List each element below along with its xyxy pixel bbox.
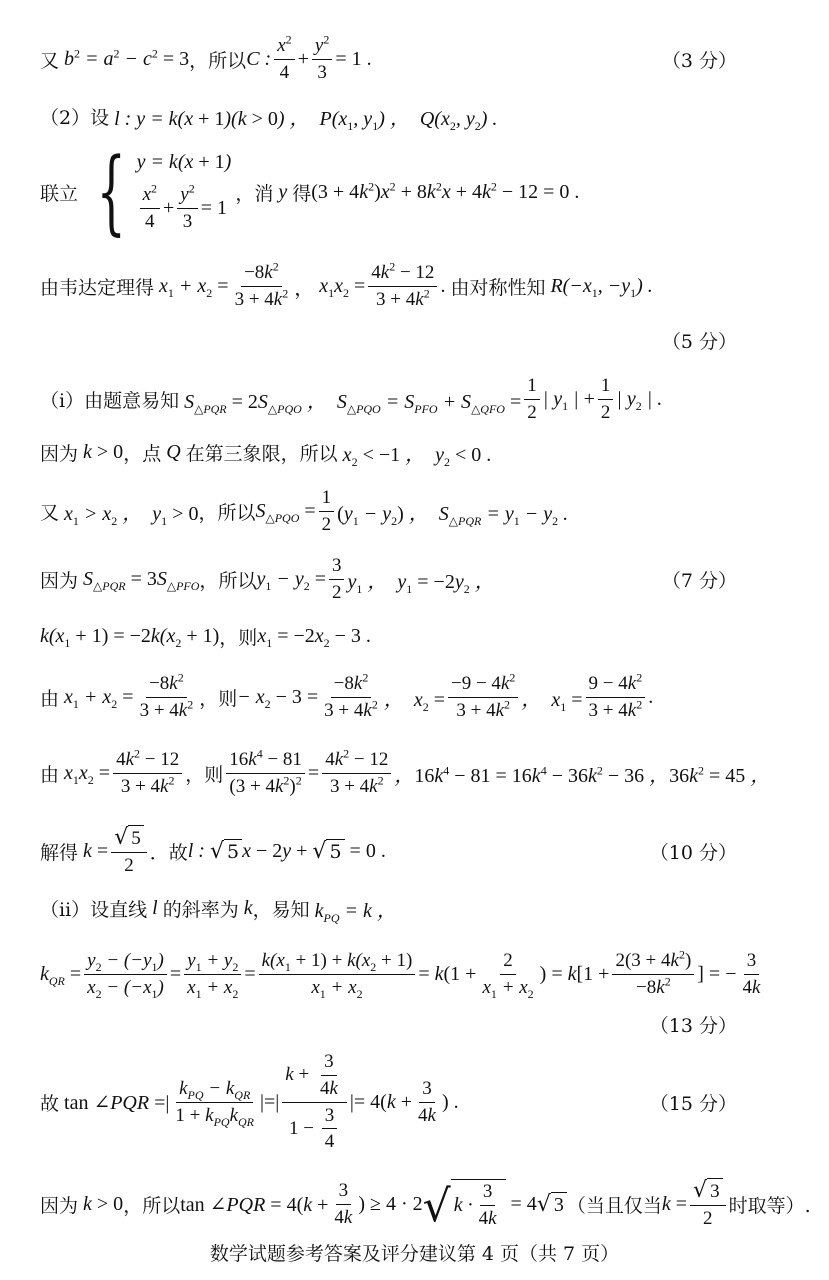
text-you2: 又: [40, 501, 60, 524]
text-vieta: 由韦达定理得: [40, 276, 155, 299]
frac-x2-4: $\frac{x^2}{4}$: [274, 35, 294, 84]
line-solve-k: 解得 k = √ 5 2 ．故 l : √ 5 x − 2y + √ 5 = 0 . （10 分）: [40, 824, 737, 877]
text-you4: 由: [40, 763, 60, 786]
score-10: （10 分）: [649, 841, 737, 864]
text-dangqie: （当且仅当: [566, 1194, 662, 1217]
line-vieta: 由韦达定理得 $x_1 + x_2$ = $\frac{-8k^2}{3 + 4k^2}$ ， $x_1x_2$ = $\frac{4k^2 - 12}{3 + 4k^2}$ . 由对称性知 $R(-x_1$, $-y_1$) .: [40, 259, 653, 310]
line-solve-x: 由 $x_1 + x_2$ = $\frac{-8k^2}{3 + 4k^2}$ ，则 − $x_2 - 3$ = $\frac{-8k^2}{3 + 4k^2}$ ， $x_2$ = $\frac{-9 - 4k^2}{3 + 4k^2}$ ， $x_1$ = $\frac{9 - 4k^2}{3 + 4k^2}$ .: [40, 670, 654, 721]
text-slope: 的斜率为: [162, 898, 239, 921]
frac-y2-3: $\frac{y^2}{3}$: [312, 35, 332, 84]
system-brace: { y = k(x + 1) $\frac{x^2}{4}$ + $\frac{y^2}{3}$ = 1: [96, 138, 232, 245]
text-you3: 由: [40, 687, 60, 710]
line-inequality: 因为 k > 0 ，所以 tan ∠PQR = 4(k + $\frac{3}{4k}$ ) ≥ 4 · 2 √ k · $\frac{3}{4k}$ = 4 √ 3 （当且仅当 k = √ 3 2 时取等）.: [40, 1177, 811, 1233]
line-tan-pqr: 故 tan ∠PQR =| $\frac{k_{PQ} - k_{QR}}{1 + k_{PQ}k_{QR}}$ |=| k + $\frac{3}{4k}$ 1 − $\frac{3}{4}$ |= 4(k + $\frac{3}{4k}$ ) . （15 分）: [40, 1050, 737, 1153]
score-7: （7 分）: [661, 569, 737, 592]
text-part-ii: （ⅱ）设直线: [40, 898, 148, 921]
text-dian: ，点: [123, 442, 162, 465]
line-part-i: （ⅰ）由题意易知 $S_{\triangle PQR} = 2S_{\triangle PQO}$ ， $S_{\triangle PQO} = S_{PFO} + S_{\triangle QFO}$ = $\frac{1}{2}$ | $y_1$ | + $\frac{1}{2}$ | $y_2$ | .: [40, 374, 663, 423]
line-set-line-l: [40, 101, 789, 131]
text-part2-set: （2）设: [40, 106, 110, 129]
line-k-qr: $k_{QR}$ = $\frac{y_2 - (-y_1)}{x_2 - (-x_1)}$ = $\frac{y_1 + y_2}{x_1 + x_2}$ = $\frac{k(x_1 + 1) + k(x_2 + 1)}{x_1 + x_2}$ = k(1 + $\frac{2}{x_1 + x_2}$ ) = k[1 + $\frac{2(3 + 4k^2)}{-8k^2}$ ] = − $\frac{3}{4k}$: [40, 947, 761, 1001]
score-5: （5 分）: [661, 330, 737, 353]
text-suoyi3: ，所以: [199, 569, 257, 592]
text-jiede: 解得: [40, 841, 79, 864]
math-b-squared: $b^2 = a^2 - c^2 = 3$: [59, 45, 190, 70]
text-suoyi2: ，所以: [198, 501, 256, 524]
text-ze2: ，则: [199, 687, 238, 710]
text-symmetry: 由对称性知: [450, 276, 546, 299]
text-de: 得: [292, 182, 312, 205]
text-xiao: ，消: [235, 182, 274, 205]
line-product: 由 $x_1x_2$ = $\frac{4k^2 - 12}{3 + 4k^2}$ ，则 $\frac{16k^4 - 81}{(3 + 4k^2)^2}$ = $\frac{4k^2 - 12}{3 + 4k^2}$ ，$16k^4 - 81 = 16k^4 - 36k^2 - 36$ ，$36k^2 = 45$ ，: [40, 746, 771, 797]
text-yizhi: ，易知: [252, 898, 310, 921]
line-system: 联立 { y = k(x + 1) $\frac{x^2}{4}$ + $\frac{y^2}{3}$ = 1 ，消 y 得 $(3 + 4k^2)x^2 + 8k^2x + 4k^2 - 12 = 0$ .: [40, 138, 580, 245]
text-you: 又: [40, 49, 60, 72]
line-part-ii: （ⅱ）设直线 l 的斜率为 k ，易知 $k_{PQ} = k$ ，: [40, 896, 397, 925]
line-area-ratio: 因为 $S_{\triangle PQR} = 3S_{\triangle PFO}$ ，所以 $y_1 - y_2$ = $\frac{3}{2}$ $y_1$ ， $y_1 = -2y_2$ ， （7 分）: [40, 554, 737, 603]
text-part-i: （ⅰ）由题意易知: [40, 389, 180, 412]
math-ellipse-c: C :: [246, 47, 272, 70]
score-13: （13 分）: [649, 1014, 737, 1037]
line-k-relation: $k(x_1 + 1) = -2k(x_2 + 1)$ ，则 $x_1 = -2x_2 - 3$ .: [40, 624, 371, 650]
line-area-pqo: 又 $x_1 > x_2$ ， $y_1 > 0$ ，所以 $S_{\triangle PQO}$ = $\frac{1}{2}$ $(y_1 - y_2)$ ， $S_{\triangle PQR} = y_1 - y_2$ .: [40, 486, 569, 535]
text-gu2: 故: [40, 1092, 60, 1115]
text-equality: 时取等）.: [728, 1194, 811, 1217]
text-yinwei2: 因为: [40, 569, 79, 592]
page-footer: 数学试题参考答案及评分建议第 4 页（共 7 页）: [209, 1243, 620, 1265]
text-suoyi: ，所以: [189, 49, 247, 72]
text-third-quadrant: 在第三象限，所以: [185, 442, 338, 465]
line-third-quadrant: 因为 k > 0 ，点 Q 在第三象限，所以 $x_2 < -1$ ， $y_2 < 0$ .: [40, 440, 492, 469]
score-3: （3 分）: [661, 49, 737, 72]
text-ze: ，则: [219, 626, 258, 649]
text-gu: ．故: [149, 841, 188, 864]
text-yinwei: 因为: [40, 442, 79, 465]
score-15: （15 分）: [649, 1092, 737, 1115]
text-yinwei3: 因为: [40, 1194, 79, 1217]
math-line-l: l : y = k(x + 1)(k > 0) ， $P(x_1$, $y_1$) ， $Q(x_2$, $y_2$) .: [109, 107, 498, 133]
line-ellipse-equation: 又 $b^2 = a^2 - c^2 = 3$ ，所以 C : $\frac{x^2}{4}$ + $\frac{y^2}{3}$ = 1 . （3 分）: [40, 32, 737, 83]
text-ze3: ，则: [185, 763, 224, 786]
math-quadratic: $(3 + 4k^2)x^2 + 8k^2x + 4k^2 - 12 = 0$ .: [311, 178, 580, 203]
text-lianli: 联立: [40, 182, 79, 205]
text-suoyi4: ，所以: [123, 1194, 181, 1217]
